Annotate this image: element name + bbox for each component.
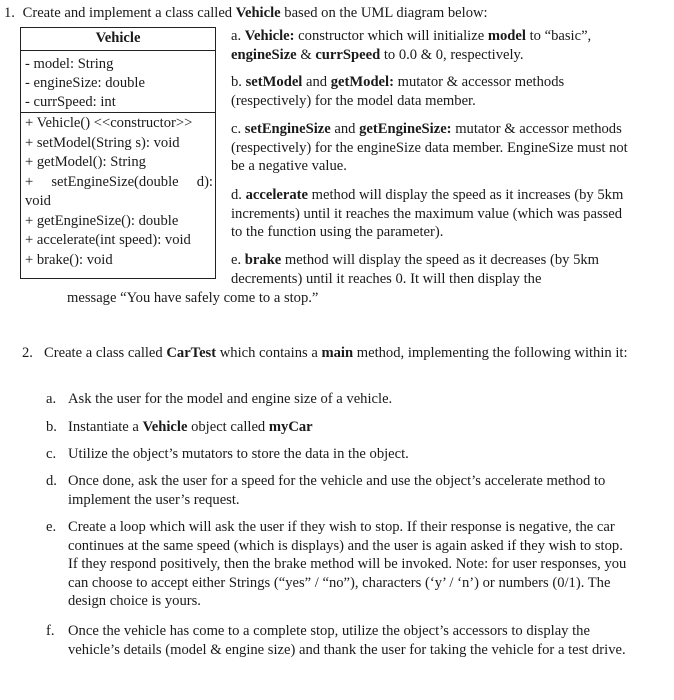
uml-attribute: - currSpeed: int: [25, 94, 116, 110]
item-label: d.: [46, 473, 57, 489]
item-text: [68, 418, 632, 437]
desc-text: to “basic”,: [525, 28, 592, 44]
question-number: 2.: [22, 345, 33, 361]
bold-term: accelerate: [245, 187, 308, 203]
desc-text: method will display the speed as it increases (by 5km increments) until it reaches the maximum value (which was passed to the function using the parameter).: [231, 187, 624, 240]
bold-term: engineSize: [231, 46, 297, 63]
q2-item-d: [46, 472, 632, 510]
item-text: Create a loop which will ask the user if they wish to stop. If their response is negative, the car continues at the same speed (which is displays) and the user is again asked if they wish to stop. If they respond positively, then the brake method will be invoked. Note: for user responses, you can choose to accept either Strings (“yes” / “no”), characters (‘y’ / ‘n’) or numbers (0/1). The design choice is yours.: [68, 519, 627, 609]
item-text: Once the vehicle has come to a complete stop, utilize the object’s accessors to display the vehicle’s details (model & engine size) and thank the user for taking the vehicle for a test drive.: [68, 623, 626, 658]
uml-class-diagram: [20, 27, 216, 279]
bold-term: myCar: [268, 419, 313, 435]
desc-text: constructor which will initialize: [294, 28, 488, 44]
bold-term: setModel: [245, 74, 303, 90]
question-2-heading: [22, 344, 632, 363]
bold-term: Vehicle:: [244, 28, 295, 44]
uml-methods: [21, 113, 215, 270]
item-text-part: Instantiate a: [68, 419, 143, 435]
uml-method: + getEngineSize(): double: [25, 212, 179, 229]
bold-term: model: [487, 28, 526, 44]
uml-method: + setModel(String s): void: [25, 134, 180, 151]
bold-term: main: [321, 345, 354, 361]
desc-text: mutator & accessor methods (respectively) for the model data member.: [231, 74, 565, 109]
description-b: [231, 73, 631, 110]
bold-term: Vehicle: [142, 419, 188, 435]
heading-bold: Vehicle: [235, 5, 281, 21]
q2-text: Create a class called: [44, 345, 167, 361]
q2-item-b: [46, 418, 632, 437]
bold-term: brake: [244, 252, 282, 268]
question-number: 1.: [4, 5, 15, 21]
question-2-text: [44, 344, 630, 363]
desc-text: mutator & accessor methods (respectively) for the engineSize data member. EngineSize must not be a negative value.: [231, 121, 628, 174]
q2-item-c: [46, 445, 632, 464]
uml-attribute: - model: String: [25, 56, 114, 72]
question-1-heading: [4, 4, 664, 23]
item-text: Ask the user for the model and engine size of a vehicle.: [68, 391, 393, 407]
item-label: a.: [46, 391, 57, 407]
desc-text: &: [296, 46, 316, 63]
item-label: d.: [231, 187, 242, 203]
item-label: e.: [46, 519, 57, 535]
item-label: f.: [46, 623, 55, 639]
item-text: Once done, ask the user for a speed for the vehicle and use the object’s accelerate method to implement the user’s request.: [68, 473, 606, 508]
q2-item-a: [46, 390, 632, 409]
item-label: b.: [46, 419, 57, 435]
item-label: c.: [231, 121, 242, 137]
q2-item-e: [46, 518, 632, 613]
q2-item-f: [46, 622, 632, 680]
stop-message: message “You have safely come to a stop.”: [67, 290, 319, 306]
desc-text: to 0.0 & 0, respectively.: [380, 46, 524, 63]
q2-text: method, implementing the following within it:: [353, 345, 628, 361]
heading-text: Create and implement a class called: [22, 5, 236, 21]
bold-term: currSpeed: [315, 46, 381, 63]
item-label: b.: [231, 74, 242, 90]
uml-method: + getModel(): String: [25, 154, 146, 170]
bold-term: setEngineSize: [244, 121, 331, 137]
uml-attributes: [21, 51, 215, 113]
uml-attribute: - engineSize: double: [25, 75, 145, 91]
item-label: e.: [231, 252, 242, 268]
uml-method: + setEngineSize(double d): void: [25, 173, 213, 209]
description-d: [231, 186, 631, 242]
item-text-part: object called: [187, 419, 269, 435]
uml-method: + Vehicle() <<constructor>>: [25, 115, 193, 131]
description-c: [231, 120, 631, 176]
heading-text-end: based on the UML diagram below:: [280, 5, 488, 21]
bold-term: CarTest: [166, 345, 217, 361]
description-e: [231, 251, 631, 288]
item-label: c.: [46, 446, 57, 462]
desc-text: and: [302, 74, 331, 90]
item-text: Utilize the object’s mutators to store the data in the object.: [68, 446, 409, 462]
uml-method: + brake(): void: [25, 251, 113, 268]
uml-method: + accelerate(int speed): void: [25, 232, 191, 248]
description-a: [231, 27, 631, 64]
desc-text: method will display the speed as it decreases (by 5km decrements) until it reaches 0. It will then display the: [231, 252, 600, 287]
bold-term: getModel:: [330, 74, 394, 90]
q2-text: which contains a: [216, 345, 322, 361]
item-label: a.: [231, 28, 242, 44]
desc-text: and: [330, 121, 360, 137]
bold-term: getEngineSize:: [359, 121, 452, 137]
uml-class-name: Vehicle: [21, 28, 215, 51]
